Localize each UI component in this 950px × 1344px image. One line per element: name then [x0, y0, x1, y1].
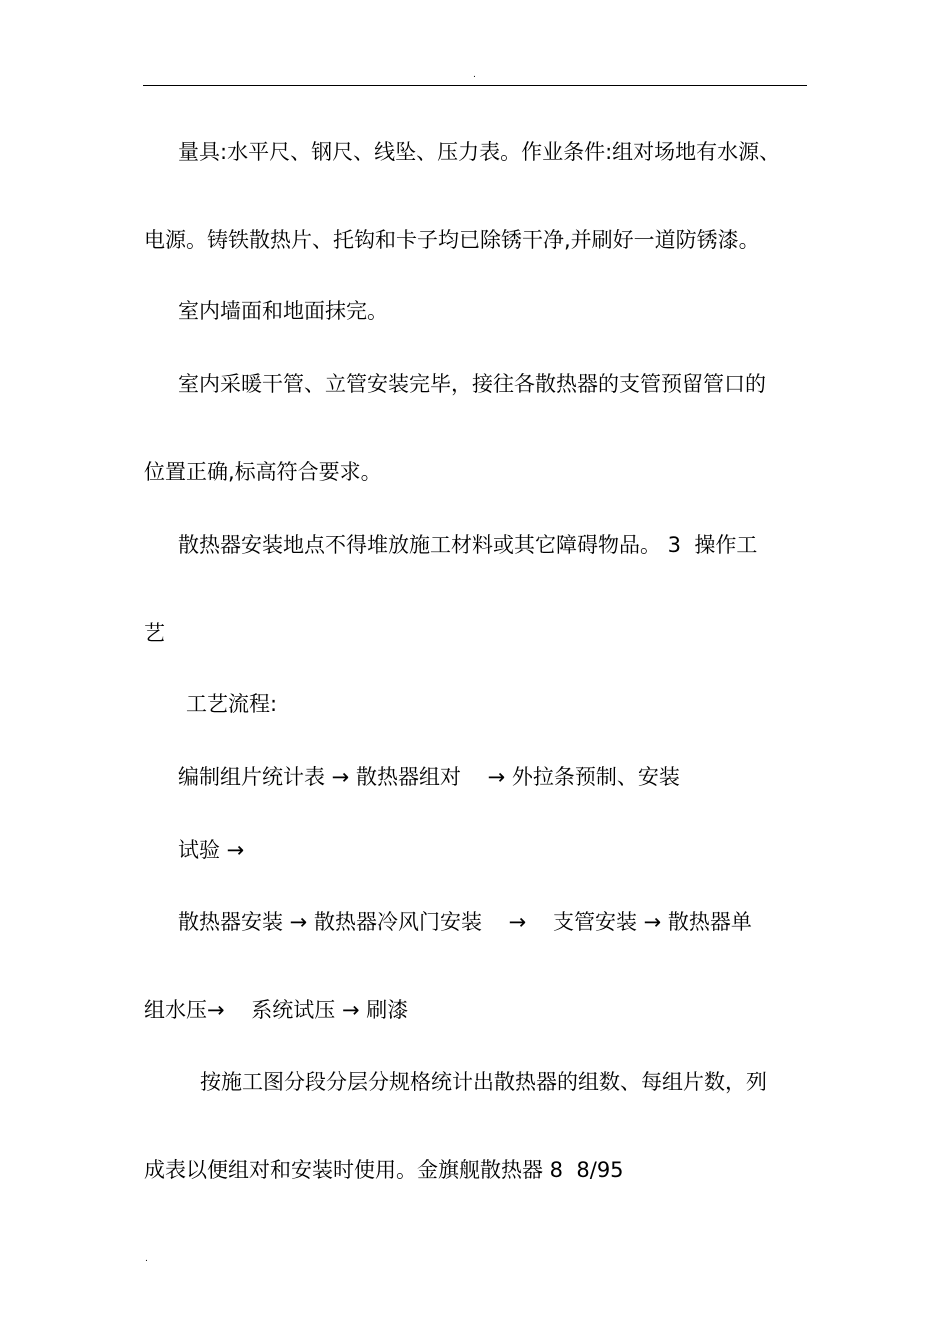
paragraph-line: 位置正确,标高符合要求。 [144, 460, 382, 484]
paragraph-line: 成表以便组对和安装时使用。金旗舰散热器 8 8/95 [144, 1158, 624, 1182]
paragraph-line: 按施工图分段分层分规格统计出散热器的组数、每组片数，列 [200, 1070, 767, 1094]
paragraph-line: 散热器安装地点不得堆放施工材料或其它障碍物品。 3 操作工 [178, 533, 758, 557]
flow-line: 编制组片统计表 → 散热器组对 → 外拉条预制、安装 [178, 765, 680, 789]
header-rule [143, 85, 807, 86]
flow-line: 试验 → [178, 838, 245, 862]
paragraph-line: 艺 [144, 621, 165, 645]
paragraph-line: 量具:水平尺、钢尺、线坠、压力表。作业条件:组对场地有水源、 [178, 140, 781, 164]
paragraph-line: 电源。铸铁散热片、托钩和卡子均已除锈干净,并刷好一道防锈漆。 [144, 228, 760, 252]
header-mark: . [473, 70, 476, 80]
paragraph-line: 室内墙面和地面抹完。 [178, 299, 388, 323]
flow-line: 组水压→ 系统试压 → 刷漆 [144, 998, 409, 1022]
section-heading: 工艺流程: [186, 692, 278, 716]
flow-line: 散热器安装 → 散热器冷风门安装 → 支管安装 → 散热器单 [178, 910, 752, 934]
paragraph-line: 室内采暖干管、立管安装完毕，接往各散热器的支管预留管口的 [178, 372, 766, 396]
footer-mark: . [145, 1254, 148, 1264]
